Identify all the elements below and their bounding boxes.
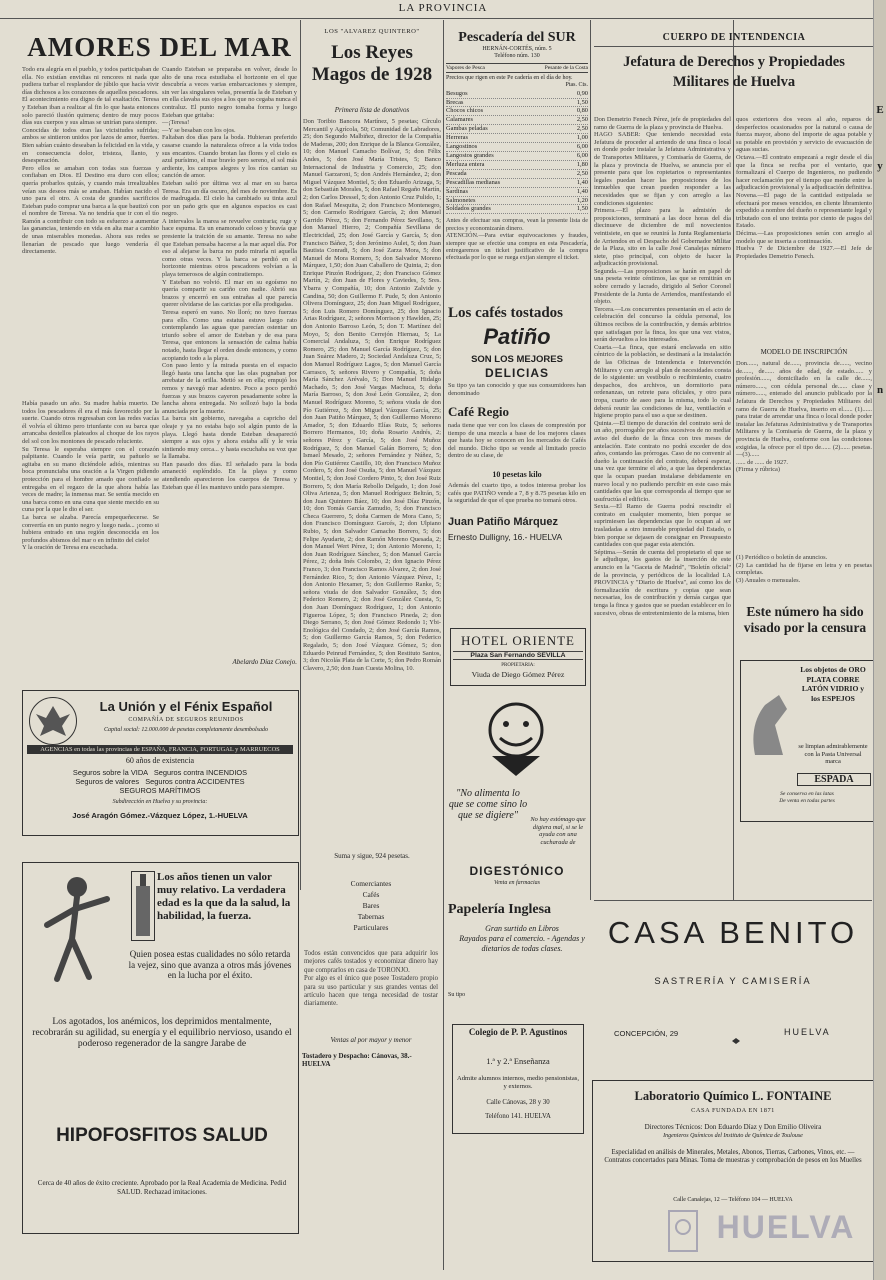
ad-union-lines: Seguros sobre la VIDA Seguros contra INCENDIOS Seguros de valores Seguros contra ACCIDENTES SEGUROS MARÍTIMOS [72,768,248,795]
pesc-head-left: Vapores de Pesca [446,64,485,71]
ad-tostadero [300,872,442,1267]
ad-patino [446,302,588,592]
colegio-sub: 1.ª y 2.ª Enseñanza [486,1057,550,1066]
ad-hipofosfitos [22,862,299,1234]
price-value: 1,20 [576,196,588,204]
patino-brand: Patiño [483,324,551,349]
phoenix-logo-icon [29,697,77,745]
price-item: Herreras [446,134,468,142]
hand-cleaning-icon [745,685,795,765]
price-item: Sardinas [446,187,469,195]
pesc-header-row [446,63,588,73]
price-value: 1,00 [576,134,588,142]
price-item: Salmonetes [446,196,476,204]
colegio-title: Colegio de P. P. Agustinos [468,1027,568,1037]
column-rule [300,20,301,890]
benito-sub: SASTRERÍA Y CAMISERÍA [654,975,812,986]
athlete-illustration-icon [27,869,125,1009]
price-value: 1,80 [576,160,588,168]
ornament-icon [722,1031,750,1037]
edge-letter: n [876,384,884,396]
price-item: Langostos grandes [446,151,494,159]
intendencia-title: Jefatura de Derechos y Propiedades Militares de Huelva [623,54,845,90]
price-item: Besugos [446,89,468,97]
ad-digestonico [446,692,588,892]
reyes-kicker: LOS "ALVAREZ QUINTERO" [324,28,420,35]
ad-union-title: La Unión y el Fénix Español [99,699,273,714]
story-text-part2: Había pasado un año. Su madre había muerto. De todos los pescadores él era el más favorecido por la suerte. Cuando otros regresaban con las redes vacías él volvía el último pero triunfante con su barca que arrancaba destellos plateados al choque de los rayos del sol con los montones de pescado reluciente. Su Teresa le esperaba siempre con el corazón palpitante. Cuando le veía partir, su pañuelo se agitaba en su mano diciéndole adiós, mientras su boca pronunciaba una oración a la Virgen pidiendo protección para el hombre amado que confiado se entregaba en el regazo de la que ahora había las veces de madre; la inmensa mar. Se sentía mecido en una barca como en una cuna que siente mecido en su cuna por la que le dio el ser. La barca se alzaba. Parecía empequeñecerse. Se convertía en un punto negro y luego nada... ¡como si hubiera entrado en una región desconocida en los profundos abismos del mar o en infinito del cielo! Y la oración de Teresa era escuchada. [22,400,159,552]
lab-title: Laboratorio Químico L. FONTAINE [634,1089,832,1103]
lab-text: Especialidad en análisis de Minerales, Metales, Abonos, Tierras, Carbones, Vinos, etc. — Contratos concertados para Minas. Toma de muestras y comprobación de pesos en los Muelles [604,1149,862,1165]
dig-slogan: "No alimenta lo que se come sino lo que se digiere" [448,788,528,821]
hotel-name: HOTEL ORIENTE [461,633,575,648]
price-item: Chocos chicos [446,107,484,115]
benito-addr-right: HUELVA [784,1027,831,1037]
espada-text: se limpian admirablemente con la Pasta Universal marca [798,743,868,766]
hotel-prop: Viuda de Diego Gómez Pérez [471,670,565,679]
ad-union-agencies: AGENCIAS en todas las provincias de ESPAÑA, FRANCIA, PORTUGAL y MARRUECOS [27,745,293,754]
reyes-total: Suma y sigue, 924 pesetas. [334,852,410,860]
price-row [446,179,588,188]
price-value: 2,50 [576,116,588,124]
ad-casa-benito [594,900,872,1071]
benito-addr-left: CONCEPCIÓN, 29 [614,1029,679,1038]
tostadero-text: Todos están convencidos que para adquirir los mejores cafés tostados y economizar dinero hay que comprarlos en casa de TORONJO. Por algo es el único que posee Tostadero propio para su uso particular y sus grandes ventas del artículo hacen que tenga necesidad de tostar diariamente. [304,950,438,1008]
price-row [446,125,588,134]
lab-founded: CASA FUNDADA EN 1871 [691,1107,775,1114]
tostadero-lines: Comerciantes Cafés Bares Tabernas Particulares [350,879,392,932]
ad-pescaderia [446,30,588,300]
price-row [446,205,588,214]
price-item: Brecas [446,98,464,106]
price-value: 6,00 [576,143,588,151]
story-text-continued: Cuando Esteban se preparaba en volver, desde lo alto de una roca estudiaba el horizonte en el que descubría a veces varias embarcaciones y siempre, sin ver las singulares velas, presentía la de Esteban y en ella clavaba sus ojos a los que no cegaba nunca el contraluz. El punto negro tomaba forma y luego Esteban que gritaba: —¡Teresa! —Y se besaban con los ojos. Faltaban dos días para la boda. Hubieran preferido casarse cuando la naturaleza ofrece a la vida todos sus encantos. Cuando brotan las flores y el cielo es azul purísimo, el mar bravío pero sereno, el sol más ardiente, los campos alegres y los ríos cantan su canción de amor. Esteban salió por última vez al mar en su barca Teresa. Era un día oscuro, del mes de noviembre. Es de madrugada. El cielo ha cambiado su tinta azul por un paño gris que en algunos espacios es casi negro. A intervalos la marea se revuelve contraria; ruge y hace espuma. Es un enamorado celoso y bravía que presiente la traición de su amante. Teresa no sabe que Esteban pensaba hacerse a la mar aquel día. Por eso al alejarse la barca no pudo mirarla ni aquella como otras veces. Y la barca se perdió en el horizonte mientras otros pescadores volvían a la playa temerosos de algún contratiempo. Y Esteban no volvió. El mar en su egoísmo no quería compartir su cariño con nadie. Abrió sus brazos y encerró en sus entrañas al que parecía querer olvidarse de las caricias por ella prodigadas. Teresa esperó en vano. No lloró; no tuvo fuerzas para ello. Como una estatua estuvo largo rato contemplando las aguas que parecían ostentar un triunfo sobre el amor de Esteban y de esa para Teresa, que entonces la sensación de calma había notado, hasta llegar el orden desde entonces, y como acopiando todo a la playa. Con paso lento y la mirada puesta en el espacio llegó hasta una lancha que las olas pugnaban por arrebatar de la orilla. Metió se en ella; empujó los remos y navegó mar adentro. Poco a poco perdió fuerzas y sus brazos cayeron pesadamente sobre la lancha ahora entregada. No sollozó bajo la boda anunciada por la muerte. La barca sin gobierno, navegaba a capricho del oleaje y ya no estaba bajo sol algún punto de la playa. Llegó hasta donde Esteban desapareció siempre a sus ojos y ahora estaba allí y le veía sintiendo muy cerca... y hasta escuchaba su voz que la llamaba. Han pasado dos días. El señalado para la boda amaneció espléndido. En la playa y como atendiendo aparecieron los cuerpos de Teresa y Esteban que él les mantuvo unido para siempre. [162,66,297,491]
pesc-unit: Ptas. Cts. [565,82,588,89]
hotel-prop-label: PROPIETARIA: [501,663,535,668]
ad-hipo-brand: HIPOFOSFITOS SALUD [56,1125,268,1146]
price-value: 1,40 [576,178,588,186]
price-value: 0,90 [576,89,588,97]
modelo-text: Don......, natural de......, provincia de......, vecino de......, de...... años de edad, de estado...... y profesión......, domiciliado en la calle de......, número......, con cédula personal de...... clase y número......, enterado del anuncio publicado por la Jefatura de Derechos y Propiedades Militares del ramo de Guerra de Huelva, inserto en el...... (1)...... para tratar de arrendar una finca o local donde poder instalar las Jefaturas Administrativa y de Transportes Militares y la Comisaría de Guerra, de la plaza y provincia de Huelva, conforme con las condiciones exigidas, la ofrece por el tipo de...... (2)...... pesetas.—(3)...... ...... de ...... de 1927. (Firma y rúbrica) [736,360,872,474]
ad-union-sub: COMPAÑÍA DE SEGUROS REUNIDOS [128,717,244,723]
ad-union-agent: José Aragón Gómez.-Vázquez López, 1.-HUELVA [72,811,248,820]
patino-best: SON LOS MEJORES [471,354,563,365]
ad-union-capital: Capital social: 12.000.000 de pesetas completamente desembolsado [104,727,268,733]
lab-engineers: Ingenieros Químicos del Instituto de Química de Toulouse [663,1133,803,1139]
price-row [446,152,588,161]
price-item: Calamares [446,116,473,124]
dig-brand: DIGESTÓNICO [469,864,565,878]
tostadero-sale: Ventas al por mayor y menor [330,1036,412,1044]
patino-text: Su tipo ya tan conocido y que sus consumidores han denominado [448,382,588,397]
adjacent-page-edge [873,0,886,1280]
column-rule [443,20,444,1270]
price-row [446,143,588,152]
colegio-tel: Teléfono 141. HUELVA [485,1113,551,1120]
benito-name: CASA BENITO [607,915,859,950]
ad-hipo-text1: Quien posea estas cualidades no sólo retarda la vejez, sino que avanza a otros más jóvenes en la lucha por el éxito. [128,949,292,980]
price-row [446,188,588,197]
bottle-icon [131,871,155,941]
price-row [446,161,588,170]
smiling-man-illustration-icon [456,696,576,778]
masthead: LA PROVINCIA [398,2,488,14]
pesc-note: Antes de efectuar sus compras, vean la presente lista de precios y economizarán dinero. ATENCIÓN.—Para evitar equivocaciones y fraudes, siempre que se efectúe una compra en esta Pescadería, entregaremos un ticket justificativo de la compra efectuada por lo que se ruega exijan siempre el ticket. [446,217,588,262]
ad-hipo-headline: Los años tienen un valor muy relativo. La verdadera edad es la que da la salud, la habilidad, la fuerza. [157,871,291,922]
espada-text2: Se conserva en las latas De venta en todas partes [779,791,835,804]
price-row [446,197,588,206]
price-item: Gambas peladas [446,125,488,133]
lab-watermark: HUELVA [716,1209,856,1245]
price-value: 1,40 [576,187,588,195]
pesc-title: Pescadería del SUR [458,30,576,45]
ad-union-years: 60 años de existencia [125,756,195,765]
price-item: Soldados grandes [446,205,491,213]
story-author: Abelardo Díaz Conejo. [232,658,297,666]
reyes-donors: Don Toribio Bancora Martínez, 5 pesetas; Círculo Mercantil y Agrícola, 50; Comunidad de Labradores, 25; don Segundo Malbiñez, director de la Compañía de Maderas, 200; don Enrique de la Blanca González, 10; don Manuel Camacho Bolívar, 5; don Félix Andes, 5; don José María Tristes, 5; Banco Internacional de Industria y Comercio, 25; don Manuel Garzaroni, 5; don Andrés Hernández, 2; don Miguel Vázquez Montiel, 5; don Eduardo Arizaga, 5; don Sebastián Morales, 5; don Rafael Regaño Martín, 2; don Carlos Dressel, 5; don Antonio Cruz Pulido, 1; don Rafael Mesquita, 2; don Francisco Montenegro, 5; don Carmelo Rodríguez García, 2; don Manuel Garrido Pérez, 5; don Fernando Pérez Sevillano, 5; don Manuel Hierro, 2; Compañía Sevillana de Electricidad, 25; don José García y García, 5; don Francisco Báñez, 5; don Jerónimo Aulet, 5; don Juan Bautista Conradi, 5; don José Zarza Mora, 5; don Manuel de Mora Romero, 5; don Salvador Moreno Márquez, 1,50; don Juan Caballero de Quinta, 2; don Enrique Pinzón Rodríguez, 2; don Francisco Gómez Martín, 2; don Juan de Flores y Caviedes, 5; Sres. Ybarra y Compañía, 10; don Antonio Zalvide y Candina, 50; don Guillermo F. Pude, 5; don Antonio Olivera Domínguez, 25; don Juan Miguel Rodríguez, 5; don Luis Romero Domínguez, 25; don Ignacio Arias Rodríguez, 2; señores Morrison y Hawlden, 25; don Antonio Barroso León, 5; don T. Martínez del Moyo, 5; don Benito Cerrejón Hiernau, 5; La Comercial Andaluza, 5; don Enrique Rodríguez Romero, 25; don Manuel García Rodríguez, 5; don Juan Suárez Madero, 2; Sociedad Andaluza Cruz, 5; don Manuel Rodríguez Lagos, 5; don Manuel García Carrasco, 5; señores Rivero y Compañía, 5; doña María Sánchez Arévalo, 5; Don Manuel Hidalgo Machado, 5; don José Vargas Machuca, 5; doña María Barroso, 5; don José León González, 2; don Manuel Rodríguez Moreno, 5; señora viuda de don Pío Gutiérrez, 5; don Miguel Vázquez García, 25; don Juan Patiño Márquez, 5; don Guillermo Moreno Amador, 5; don Eduardo Elías Ruiz, 5; señores Borrero Hermanos, 10; doña Rosario Andrés, 2; señores Pérez y García, 5; don José Muñoz Rodríguez, 5; don Manuel Galán Borrero, 5; don Ismael Mesado, 2; señores Fernández y Núñez, 5; don Pío Gutiérrez Castillo, 10; don Francisco Muñoz Cordero, 5; don José Osuña, 5; don Manuel Vázquez Montiel, 5; don José Cordero Pinto, 5; don José Ruiz Borrero, 5; don María Rebollo Delgado, 1; don José Oliva Arienza, 5; don Manuel Rodríguez Beltrán, 5; don Juan Quintero Báez, 10; don José Díaz Pinzón, 10; don Tomás García Zamudio, 5; don Francisco Checa Guerrero, 5; doña Carmen de Mora Cano, 5; don Francisco Domínguez Garcés, 2; don Ulpiano Rubio, 5; don Salvador Camacho Borrero, 5; don Felipe Ayudarte, 2; don Ramón Moreno Quesada, 2; don Manuel Wert Pérez, 1; don Antonio Moreno, 1; don Juan Rodríguez Sánchez, 5; don Manuel García Pérez, 2; doña Inés Colombo, 2; don Ignacio Pérez Franco, 3; don Francisco Ramos Alvarez, 2; don José Fernández Rico, 5; don Antonio Vázquez Pérez, 1; don Antonio Hexamer, 5; don Guillermo Ranke, 5; señora viuda de don Salvador González, 5; don Federico Romero, 2; don José González Cuesta, 5; don Juan Domínguez Rodríguez, 1; don Antonio Figueroa López, 5; don Francisco Pineda, 2; don Diego Serrano, 5; don José Gómez Redondo 1; Ybi-Enológica del Condado, 2; don José García Ramos, 5; don Guillermo García Ramos, 5; don Federico Regalado, 5; don José Vázquez Gómez, 5; don Eduardo Peinrud Fernández, 5; don Restituto Santos, 3; don Nicolás Plata de la Corte, 5; don Pedro Román Clavero, 2,50; don Juan Cuesta Molina, 10. [303,118,443,672]
regio-price: 10 pesetas kilo [492,470,542,479]
modelo-notes: (1) Periódico o boletín de anuncios. (2) La cantidad ha de fijarse en letra y en pesetas completas. (3) Anuales o mensuales. [736,554,872,584]
reyes-title: Los Reyes Magos de 1928 [311,42,433,85]
lab-footer: Calle Canalejas, 12 — Teléfono 104 — HUELVA [673,1197,793,1203]
library-logo-icon [667,1209,699,1253]
price-item: Merluza entera [446,160,485,168]
story-title-block [22,30,297,65]
price-row [446,107,588,116]
story-text-part1: Todo era alegría en el pueblo, y todos participaban de ella. No existían envidias ni rencores ni nada que pudiera turbar el resplandor de júbilo que hacía vivir días dichosos a los corazones de aquellos pescadores. El acontecimiento era digno de tal exaltación. Teresa y Esteban iban a realizar al fin lo que hasta entonces solo pareció ilusión quimera; dentro de muy pocos días sus cuerpos y sus almas se unirían para siempre. Conocidas de todos eran las vicisitudes sufridas; ambos se sintieron unidos por lazos de amor, fuertes. Bien sabían cuánto deseaban la felicidad en la vida, y en consecuencia dolor, tristeza, llanto, y desesperación. Pero ellos se amaban con todas sus fuerzas y confiaban en Dios. El Destino era duro con ellos; quería probarlos quizás, y cuando más irrealizables veían sus deseos más se amaban. Habían nacido el uno para el otro. A costa de grandes sacrificios Esteban pudo comprar una barca a la que bautizó con el nombre de Teresa. Ya no tendría que ir con el tío Ramón a contribuir con todo su esfuerzo a aumentar las ganancias, teniendo en vida en alta mar a cambio de unas miserables monedas. Ahora sus redes se llenarían de pescado que luego vendería él directamente. [22,66,159,256]
price-value: 1,50 [576,98,588,106]
papeleria-title: Papelería Inglesa [448,902,552,917]
ad-union-fenix [22,690,299,836]
ad-laboratorio [592,1080,874,1262]
masthead-bar [0,0,886,19]
dig-slogan2: No hay estómago que digiera mal, si se le ayuda con una cucharada de [530,816,586,846]
papeleria-lines: Gran surtido en Libros Rayados para el comercio. - Agendas y dietarios de todas clases. [459,924,585,953]
colegio-addr: Calle Cánovas, 28 y 30 [486,1099,550,1106]
regio-title: Café Regio [448,404,510,419]
patino-owner: Juan Patiño Márquez [448,516,559,528]
pesc-addr: HERNÁN-CORTÉS, núm. 5 Teléfono núm. 130 [482,46,552,60]
colegio-text: Admite alumnos internos, medio pensionistas, y externos. [457,1075,579,1090]
price-row [446,99,588,108]
edge-letter: y [877,160,883,172]
price-row [446,134,588,143]
price-value: 2,50 [576,169,588,177]
espada-lines: Los objetos de ORO PLATA COBRE LATÓN VIDRIO y los ESPEJOS [800,665,866,703]
tostadero-footer: Tostadero y Despacho: Cánovas, 38.-HUELVA [302,1052,412,1068]
price-value: 6,00 [576,151,588,159]
regio-text: nada tiene que ver con los clases de compresión por tiempo de una mezcla a base de los mejores clases que hasta hoy se conocen en los mercados de Cafés del mundo. Dicho tipo se vende al limitado precio dentro de su clase, de [448,422,588,460]
patino-delicias: DELICIAS [484,366,549,380]
ad-hipo-text2: Los agotados, los anémicos, los deprimidos mentalmente, recobrarán su agilidad, su energía y el equilibrio nervioso, usando el poderoso regenerador de la sangre Jarabe de [32,1017,292,1049]
price-row [446,170,588,179]
price-row [446,116,588,125]
ad-papeleria [446,900,588,1018]
reyes-subtitle: Primera lista de donativos [334,106,410,114]
intendencia-text-cont: quos exteriores dos veces al año, reparos de desperfectos ocasionados por la natural o causa de fuerza mayor, abono del importe de agua potable y su potable en provisión y servicio de evacuación de aguas sucias. Octava.—El contrato empezará a regir desde el día que la finca se reciba por el ventario, que formalizará el Cuerpo de Ingenieros, no pudiendo hacer reclamación por el tiempo que medie entre la adjudicación provisional y la adjudicación definitiva. Novena.—El pago de la cantidad estipulada se efectuará por meses vencidos, en cliente libramiento expedido a nombre del dueño o representante legal y tributado con el uno treinta por ciento de pagos del Estado. Décima.—Las proposiciones serán con arreglo al modelo que se inserta a continuación. Huelva 7 de Diciembre de 1927.—El Jefe de Propiedades Demetrio Fenech. [736,116,872,260]
pesc-head-right: Pesante de la Costa [544,64,588,71]
edge-letter: E [876,104,884,116]
pesc-price-list [446,90,588,215]
intendencia-text: Don Demetrio Fenech Pérez, jefe de propiedades del ramo de Guerra de la plaza y provincia de Huelva. HAGO SABER: Que teniendo necesidad esta Jefatura de proceder al arriendo de una finca o local en donde poder instalar la Jefatura Administrativa y de Transportes Militares, y Comisaría de Guerra, de la plaza y provincia de Huelva, se anuncia por el presente para que los ropietarios o representantes legales puedan hacer las proposiciones de los inmuebles que crean pueden responder a las necesidades que se fijan y con arreglo a las condiciones siguientes: Primera.—El plazo para la admisión de proposiciones, terminará a las doce horas del día diecinueve de diciembre de mil novecientos veintisiete, en que se reunirá la Junta Reglamentaria de Arriendos en el Despacho del Gobernador Militar de la Plaza, sito en la calle José Canalejas número siete, piso principal, con objeto de hacer la adjudicación provisional. Segunda.—Las proposiciones se harán en papel de una peseta veinte céntimos, las que se remitirán en sobre cerrado y lacrado, dirigido al Señor Coronel Presidente de la Junta de Arriendos, manifestando el objeto. Tercera.—Los concurrentes presentarán en el acto de celebración del concurso la cédula personal, los últimos recibos de la contribución, y demás arbitrios que satisfagan por la finca, los que una vez vistos, serán devueltos a los interesados. Cuarta.—La finca, que estará enclavada en sitio céntrico de la población, se destinará a la instalación de las Oficinas de Intendencia e Intervención Militares y con arreglo al plan de necesidades consta de lo siguiente: un vestíbulo o recibimiento, cuatro despachos, dos archivos, un dormitorio para ordenanzas, un retrete para oficiales, y otro para tropa, cuarto de aseo para la misma, todo lo cual deberá reunir las condiciones de luz, ventilación e higiene propio para el uso a que se destinen. Quinta.—El tiempo de duración del contrato será de un año, prorrogable por años sucesivos de no mediar aviso del dueño de la finca con tres meses de antelación. Este contrato no podrá exceder de dos años, contando las prórrogas. Caso de no convenir al dueño la continuación del contrato, deberá esperar, una vez que termine el año, a que las dependencias que la ocupan puedan instalarse debidamente en nuevo local y no pudiendo percibir en este caso más cantidades que las que corresponda al tiempo que se usufructúa el edificio. Sexta.—El Ramo de Guerra podrá rescindir el contrato en cualquier momento, bien porque se suprimiesen las dependencias que lo ocupan al ser trasladadas a otro inmueble propiedad del Estado, o bien porque se dejasen de consignar en Presupuesto cantidades con que pagar esta atención. Séptima.—Serán de cuenta del propietario el que se le adjudique, los gastos de la inserción de este anuncio en la "Gaceta de Madrid", "Boletín oficial" de la provincia, y periódicos de la localidad LA PROVINCIA y "Diario de Huelva", así como los de formalización de escritura y copias que sean necesarias, los de contribución y demás cargas que tenga la finca y gastos que se puedan establecer en lo sucesivo, obras de entretenimiento de la misma, bien [594,116,731,617]
patino-title: Los cafés tostados [448,305,563,321]
price-row [446,90,588,99]
column-rule [590,20,591,900]
story-title: AMORES DEL MAR [27,32,292,62]
modelo-title: MODELO DE INSCRIPCIÓN [760,348,848,356]
ad-hotel-oriente [450,628,586,686]
papeleria-prefix: Su tipo [448,992,466,998]
intendencia-section: CUERPO DE INTENDENCIA [594,32,874,47]
lab-directors: Directores Técnicos: Don Eduardo Díaz y Don Emilio Oliveira [644,1123,822,1131]
price-item: Pescada [446,169,467,177]
ad-union-sub2: Subdirección en Huelva y su provincia: [112,799,208,805]
hotel-addr: Plaza San Fernando SEVILLA [453,651,583,660]
ad-colegio [452,1024,584,1134]
price-item: Pescadillas medianas [446,178,501,186]
ad-espada [740,660,874,822]
ad-hipo-foot: Cerca de 40 años de éxito creciente. Aprobado por la Real Academia de Medicina. Pedid SALUD. Rechazad imitaciones. [37,1179,287,1196]
price-item: Langostinos [446,143,478,151]
pesc-intro: Precios que rigen en este Pe cadería en el día de hoy. [446,74,573,81]
price-value: 2,50 [576,125,588,133]
column-rule [733,20,734,900]
censura-notice: Este número ha sido visado por la censura [743,604,867,635]
regio-text2: Además del cuarto tipo, a todos interesa probar los cafés que PATIÑO vende a 7, 8 y 8.75 pesetas kilo en la seguridad de que el que prueba no tomará otros. [448,482,588,505]
dig-foot: Venta en farmacias [494,880,540,886]
espada-brand: ESPADA [797,773,871,786]
patino-addr: Ernesto Dulligny, 16.- HUELVA [448,532,563,542]
price-value: 0,80 [576,107,588,115]
price-value: 1,50 [576,205,588,213]
